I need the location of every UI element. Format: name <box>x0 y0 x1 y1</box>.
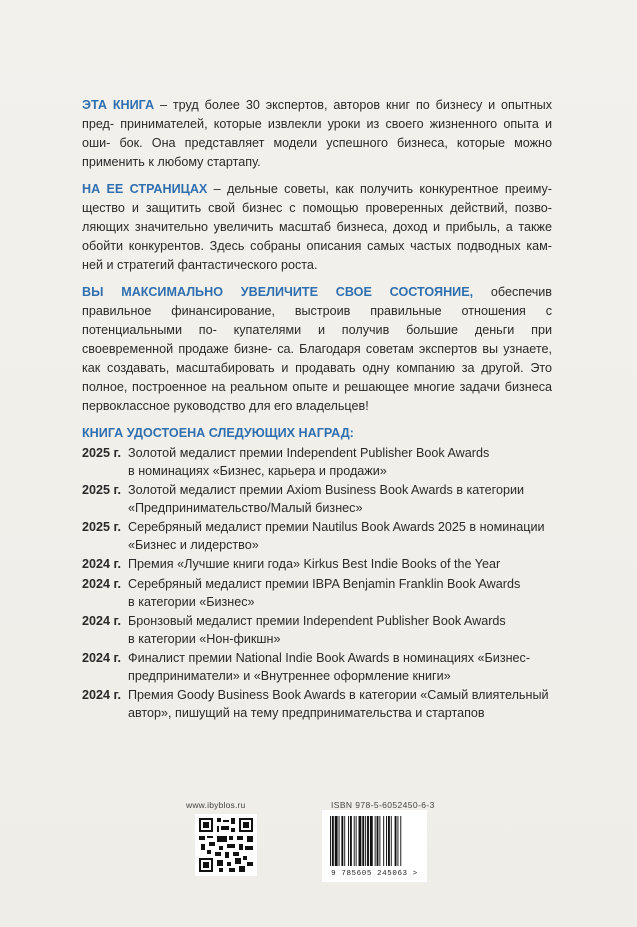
award-year: 2025 г. <box>82 520 121 534</box>
award-description <box>128 612 552 648</box>
text-line: бок. Она представляет модели успешного бизнеса, которые можно применить <box>82 136 553 169</box>
paragraph-this-book <box>82 96 552 172</box>
barcode-icon <box>322 810 427 870</box>
award-description <box>128 575 552 611</box>
award-description <box>128 555 552 574</box>
award-year: 2024 г. <box>82 614 121 628</box>
barcode-number: 9 785605 245063 > <box>331 870 418 878</box>
lead-this-book: ЭТА КНИГА <box>82 98 155 112</box>
award-line: Серебряный медалист премии IBPA Benjamin Franklin Book Awards <box>128 577 521 591</box>
award-item <box>82 555 552 574</box>
award-line: Бронзовый медалист премии Independent Publisher Book Awards <box>128 614 506 628</box>
award-item <box>82 518 552 554</box>
description-block <box>82 96 552 722</box>
award-line: автор», пишущий на тему предпринимательства и стартапов <box>128 706 485 720</box>
award-year: 2025 г. <box>82 446 121 460</box>
award-item <box>82 444 552 480</box>
awards-list <box>82 444 552 722</box>
award-description <box>128 481 552 517</box>
text-line: к любому стартапу. <box>148 155 261 169</box>
award-item <box>82 612 552 648</box>
award-year: 2024 г. <box>82 651 121 665</box>
award-line: Финалист премии National Indie Book Awards в номинациях «Бизнес- <box>128 651 531 665</box>
text-line: обеспечив правильное <box>82 285 552 318</box>
award-description <box>128 649 552 685</box>
text-line: его владельцев! <box>274 399 369 413</box>
text-line: финансирование, выстроив правильные отношения с потенциальными по- <box>82 304 553 337</box>
award-line: «Бизнес и лидерство» <box>128 538 259 552</box>
award-line: Премия «Лучшие книги года» Kirkus Best Indie Books of the Year <box>128 557 501 571</box>
award-line: предприниматели» и «Внутреннее оформление книги» <box>128 669 451 683</box>
text-line: и продавать одну компанию за другой. Это полное, построенное на реальном <box>82 361 553 394</box>
text-line: обойти конкурентов. Здесь собраны описания самых частых подводных кам- <box>82 239 552 253</box>
award-line: в категории «Нон-фикшн» <box>128 632 281 646</box>
text-line: ляющих значительно увеличить масштаб бизнеса, доход и прибыль, а также <box>82 220 552 234</box>
text-line: – труд более 30 экспертов, авторов книг по бизнесу и опытных пред- <box>82 98 552 131</box>
text-line: щество и защитить свой бизнес с помощью проверенных действий, позво- <box>82 201 552 215</box>
isbn-text: ISBN 978-5-6052450-6-3 <box>331 800 435 810</box>
award-line: Серебряный медалист премии Nautilus Book Awards 2025 в номинации <box>128 520 545 534</box>
award-line: Премия Goody Business Book Awards в категории «Самый влиятельный <box>128 688 549 702</box>
award-description <box>128 518 552 554</box>
award-description <box>128 444 552 480</box>
award-line: в номинациях «Бизнес, карьера и продажи» <box>128 464 387 478</box>
text-line: принимателей, которые извлекли уроки из своего жизненного опыта и оши- <box>82 117 552 150</box>
paragraph-increase-wealth <box>82 283 552 416</box>
paragraph-on-its-pages <box>82 180 552 275</box>
text-line: опыте и решающее многие задачи бизнеса первоклассное руководство для <box>82 380 553 413</box>
qr-code-icon <box>195 814 257 876</box>
award-line: «Предпринимательство/Малый бизнес» <box>128 501 363 515</box>
publisher-website: www.ibyblos.ru <box>186 800 246 810</box>
award-item <box>82 575 552 611</box>
text-line: ней и стратегий фантастического роста. <box>82 258 318 272</box>
award-year: 2024 г. <box>82 688 121 702</box>
awards-heading: КНИГА УДОСТОЕНА СЛЕДУЮЩИХ НАГРАД: <box>82 426 354 440</box>
award-item <box>82 686 552 722</box>
lead-increase-wealth: ВЫ МАКСИМАЛЬНО УВЕЛИЧИТЕ СВОЕ СОСТОЯНИЕ, <box>82 285 474 299</box>
award-year: 2025 г. <box>82 483 121 497</box>
award-line: в категории «Бизнес» <box>128 595 255 609</box>
text-line: – дельные советы, как получить конкурентное преиму- <box>207 182 552 196</box>
award-line: Золотой медалист премии Independent Publisher Book Awards <box>128 446 490 460</box>
lead-on-its-pages: НА ЕЕ СТРАНИЦАХ <box>82 182 208 196</box>
award-description <box>128 686 552 722</box>
award-item <box>82 481 552 517</box>
award-year: 2024 г. <box>82 577 121 591</box>
award-item <box>82 649 552 685</box>
text-line: са. Благодаря советам экспертов вы узнаете, как создавать, масштабировать <box>82 342 552 375</box>
text-line: купателями и получив большие деньги при своевременной продаже бизне- <box>82 323 552 356</box>
award-year: 2024 г. <box>82 557 121 571</box>
award-line: Золотой медалист премии Axiom Business Book Awards в категории <box>128 483 525 497</box>
